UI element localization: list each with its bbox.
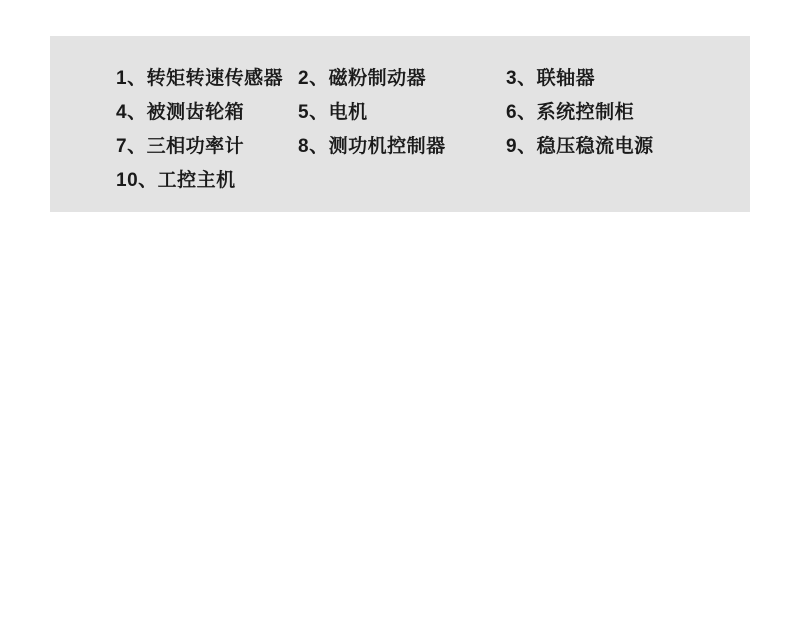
legend-item-5: 5、电机 (298, 102, 368, 123)
legend-row (50, 62, 750, 96)
legend-row (50, 130, 750, 164)
legend-item-6: 6、系统控制柜 (506, 102, 635, 123)
legend-item-3: 3、联轴器 (506, 68, 596, 89)
legend-row (50, 96, 750, 130)
legend-item-10: 10、工控主机 (116, 170, 236, 191)
legend-item-4: 4、被测齿轮箱 (116, 102, 245, 123)
legend-row (50, 164, 750, 198)
legend-item-7: 7、三相功率计 (116, 136, 245, 157)
legend-item-9: 9、稳压稳流电源 (506, 136, 654, 157)
legend-item-2: 2、磁粉制动器 (298, 68, 427, 89)
legend-panel (50, 36, 750, 212)
legend-item-1: 1、转矩转速传感器 (116, 68, 284, 89)
legend-item-8: 8、测功机控制器 (298, 136, 446, 157)
